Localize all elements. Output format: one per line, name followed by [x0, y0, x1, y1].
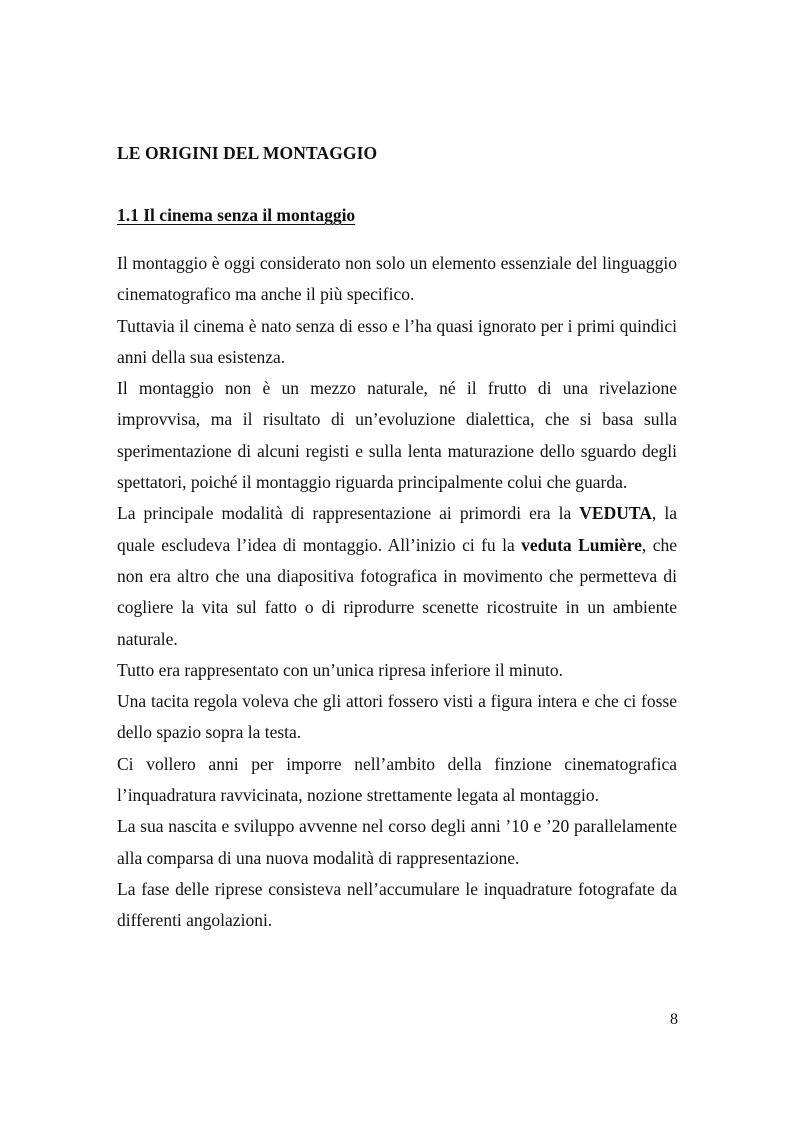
paragraph — [117, 498, 677, 654]
emphasis-veduta: VEDUTA — [579, 503, 652, 524]
paragraph: Il montaggio è oggi considerato non solo un elemento essenziale del linguaggio cinematografico ma anche il più specifico. — [117, 253, 677, 305]
chapter-title: LE ORIGINI DEL MONTAGGIO — [117, 143, 378, 163]
paragraph-text: , la quale escludeva l’idea di montaggio. All’inizio ci fu la — [117, 503, 677, 555]
body-text — [117, 248, 677, 937]
paragraph: Una tacita regola voleva che gli attori fossero visti a figura intera e che ci fosse dello spazio sopra la testa. — [117, 691, 677, 743]
paragraph-text: , che non era altro che una diapositiva fotografica in movimento che permetteva di cogliere la vita sul fatto o di riprodurre scenette ricostruite in un ambiente naturale. — [117, 534, 677, 649]
paragraph: Ci vollero anni per imporre nell’ambito della finzione cinematografica l’inquadratura ravvicinata, nozione strettamente legata al montaggio. — [117, 753, 677, 806]
paragraph: La fase delle riprese consisteva nell’accumulare le inquadrature fotografate da differenti angolazioni. — [117, 878, 677, 931]
paragraph: Tutto era rappresentato con un’unica ripresa inferiore il minuto. — [117, 659, 563, 680]
paragraph: Tuttavia il cinema è nato senza di esso e l’ha quasi ignorato per i primi quindici anni della sua esistenza. — [117, 315, 677, 367]
paragraph: Il montaggio non è un mezzo naturale, né il frutto di una rivelazione improvvisa, ma il risultato di un’evoluzione dialettica, che si basa sulla sperimentazione di alcuni registi e sulla lenta maturazione dello sguardo degli spettatori, poiché il montaggio riguarda principalmente colui che guarda. — [117, 378, 677, 493]
page-number: 8 — [670, 1011, 678, 1028]
paragraph: La sua nascita e sviluppo avvenne nel corso degli anni ’10 e ’20 parallelamente alla comparsa di una nuova modalità di rappresentazione. — [117, 816, 677, 868]
emphasis-veduta-lumiere: veduta Lumière — [521, 534, 642, 555]
paragraph-text: La principale modalità di rappresentazione ai primordi era la — [117, 503, 580, 524]
section-title: 1.1 Il cinema senza il montaggio — [117, 205, 356, 225]
